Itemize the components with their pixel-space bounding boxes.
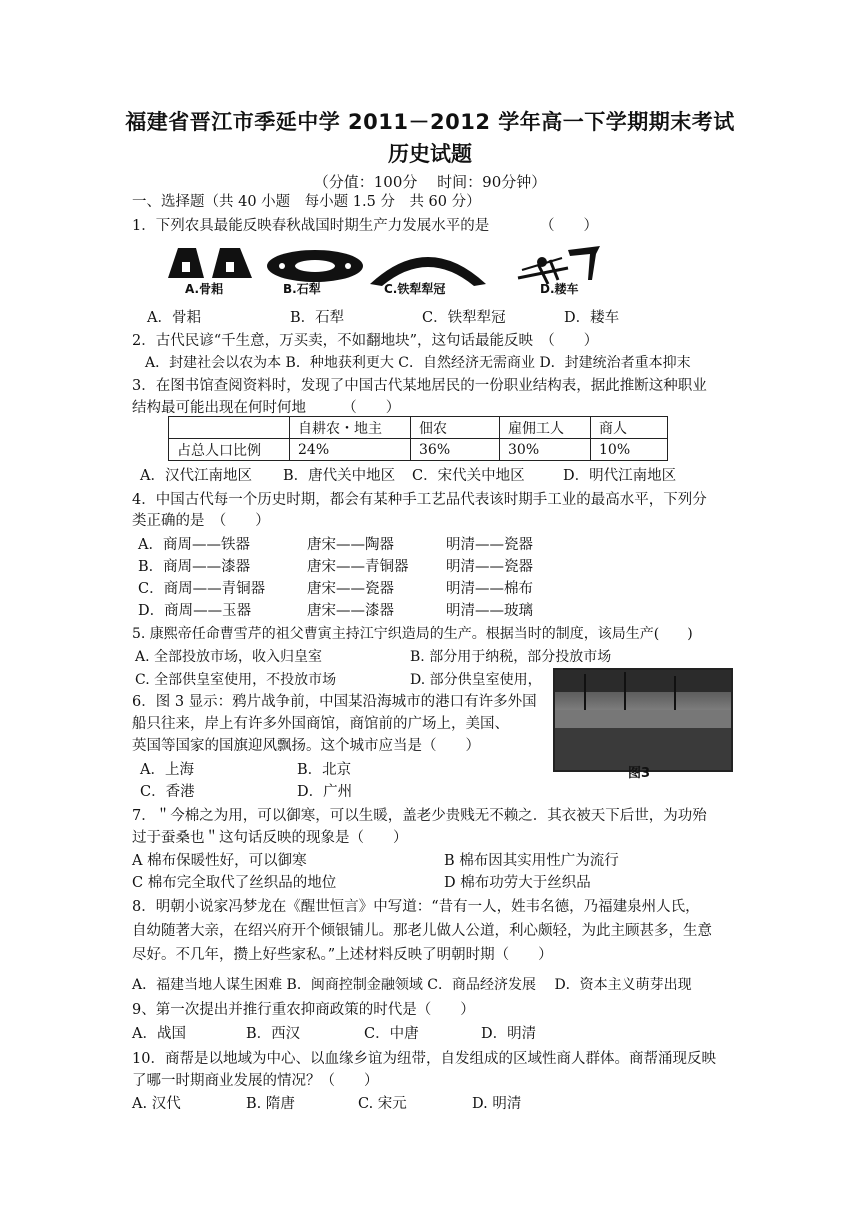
q6-stem-line3: 英国等国家的国旗迎风飘扬。这个城市应当是（ ）	[132, 738, 480, 754]
table-cell	[169, 417, 290, 439]
q5-option-d: D. 部分供皇室使用，	[410, 672, 542, 688]
table-header-row	[169, 417, 668, 439]
q6-option-a: A．上海	[140, 762, 194, 778]
q9-stem: 9、第一次提出并推行重农抑商政策的时代是（ ）	[132, 1002, 475, 1018]
q7-option-b: B 棉布因其实用性广为流行	[444, 853, 619, 869]
q4-option-c-col1: C．商周——青铜器	[138, 581, 266, 597]
q10-option-a: A. 汉代	[132, 1096, 181, 1112]
table-cell: 佃农	[411, 417, 500, 439]
q3-option-a: A．汉代江南地区	[140, 468, 252, 484]
table-cell: 24%	[290, 439, 411, 461]
q4-stem-line1: 4．中国古代每一个历史时期，都会有某种手工艺品代表该时期手工业的最高水平，下列分	[132, 492, 707, 508]
q10-option-b: B. 隋唐	[246, 1096, 295, 1112]
q2-stem: 2．古代民谚“千生意，万买卖，不如翻地块”，这句话最能反映 （ ）	[132, 333, 599, 349]
harbor-figure-image	[553, 668, 733, 772]
figure3-caption: 图3	[628, 766, 651, 781]
q4-option-a-col1: A．商周——铁器	[138, 537, 250, 553]
q10-option-d: D. 明清	[472, 1096, 522, 1112]
table-row	[169, 439, 668, 461]
q3-stem-line1: 3．在图书馆查阅资料时，发现了中国古代某地居民的一份职业结构表，据此推断这种职业	[132, 378, 707, 394]
q1-option-c: C．铁犁犁冠	[422, 310, 506, 326]
q10-stem-line2: 了哪一时期商业发展的情况？（ ）	[132, 1073, 379, 1089]
q3-option-d: D．明代江南地区	[563, 468, 677, 484]
q1-caption-c: C.铁犁犁冠	[384, 282, 446, 296]
q1-stem: 1．下列农具最能反映春秋战国时期生产力发展水平的是 （ ）	[132, 218, 598, 234]
q1-caption-b: B.石犁	[283, 282, 321, 296]
q7-option-d: D 棉布功劳大于丝织品	[444, 875, 591, 891]
q5-stem: 5. 康熙帝任命曹雪芹的祖父曹寅主持江宁织造局的生产。根据当时的制度，该局生产( )	[132, 626, 693, 642]
q6-option-b: B．北京	[297, 762, 352, 778]
q6-stem-line1: 6．图 3 显示：鸦片战争前，中国某沿海城市的港口有许多外国	[132, 694, 537, 710]
exam-title: 福建省晋江市季延中学 2011－2012 学年高一下学期期末考试	[125, 110, 735, 134]
q3-option-b: B．唐代关中地区	[283, 468, 396, 484]
occupation-table	[168, 416, 668, 461]
q4-option-b-col3: 明清——瓷器	[446, 559, 533, 575]
q9-option-a: A．战国	[132, 1026, 186, 1042]
q4-option-b-col1: B．商周——漆器	[138, 559, 251, 575]
q4-stem-line2: 类正确的是 （ ）	[132, 513, 270, 529]
q7-stem-line1: 7．＂今棉之为用，可以御寒，可以生暖，盖老少贵贱无不赖之．其衣被天下后世，为功殆	[132, 808, 707, 824]
q7-option-c: C 棉布完全取代了丝织品的地位	[132, 875, 337, 891]
q3-stem-line2: 结构最可能出现在何时何地 （ ）	[132, 400, 401, 416]
harbor-scene-icon	[555, 670, 731, 770]
q6-option-d: D．广州	[297, 784, 353, 800]
q9-option-b: B．西汉	[246, 1026, 301, 1042]
q5-option-a: A. 全部投放市场，收入归皇室	[135, 649, 323, 665]
q3-option-c: C．宋代关中地区	[412, 468, 525, 484]
q1-caption-d: D.耧车	[540, 282, 579, 296]
table-cell: 36%	[411, 439, 500, 461]
q1-option-a: A．骨耜	[147, 310, 201, 326]
q7-stem-line2: 过于蚕桑也＂这句话反映的现象是（ ）	[132, 830, 408, 846]
score-time-line: （分值：100分 时间：90分钟）	[313, 173, 547, 191]
q6-stem-line2: 船只往来，岸上有许多外国商馆，商馆前的广场上，美国、	[132, 716, 509, 732]
q4-option-a-col2: 唐宋——陶器	[307, 537, 394, 553]
q4-option-c-col2: 唐宋——瓷器	[307, 581, 394, 597]
q5-option-b: B. 部分用于纳税，部分投放市场	[410, 649, 612, 665]
q4-option-b-col2: 唐宋——青铜器	[307, 559, 409, 575]
q8-stem-line2: 自幼随著大亲，在绍兴府开个倾银铺儿。那老儿做人公道，利心颇轻，为此主顾甚多，生意	[132, 923, 712, 939]
table-cell: 雇佣工人	[500, 417, 591, 439]
q10-option-c: C. 宋元	[358, 1096, 407, 1112]
q8-stem-line1: 8．明朝小说家冯梦龙在《醒世恒言》中写道：“昔有一人，姓韦名德，乃福建泉州人氏，	[132, 899, 700, 915]
q4-option-d-col1: D．商周——玉器	[138, 603, 252, 619]
table-cell: 商人	[591, 417, 668, 439]
q6-option-c: C．香港	[140, 784, 195, 800]
q10-stem-line1: 10．商帮是以地域为中心、以血缘乡谊为纽带，自发组成的区域性商人群体。商帮涌现反映	[132, 1051, 716, 1067]
table-cell: 自耕农・地主	[290, 417, 411, 439]
q1-option-b: B．石犁	[290, 310, 345, 326]
q9-option-d: D．明清	[481, 1026, 537, 1042]
q1-caption-a: A.骨耜	[185, 282, 224, 296]
table-cell: 占总人口比例	[169, 439, 290, 461]
q7-option-a: A 棉布保暖性好，可以御寒	[132, 853, 307, 869]
q9-option-c: C．中唐	[364, 1026, 419, 1042]
section-heading: 一、选择题（共 40 小题 每小题 1.5 分 共 60 分）	[132, 194, 481, 210]
q4-option-d-col3: 明清——玻璃	[446, 603, 533, 619]
q4-option-c-col3: 明清——棉布	[446, 581, 533, 597]
q4-option-a-col3: 明清——瓷器	[446, 537, 533, 553]
table-cell: 30%	[500, 439, 591, 461]
q5-option-c: C. 全部供皇室使用，不投放市场	[135, 672, 337, 688]
q4-option-d-col2: 唐宋——漆器	[307, 603, 394, 619]
q8-options: A．福建当地人谋生困难 B．闽商控制金融领域 C．商品经济发展 D．资本主义萌芽出现	[132, 977, 692, 993]
q1-option-d: D．耧车	[564, 310, 620, 326]
exam-subtitle: 历史试题	[388, 142, 472, 166]
q8-stem-line3: 尽好。不几年，攒上好些家私。”上述材料反映了明朝时期（ ）	[132, 947, 553, 963]
q2-options: A．封建社会以农为本 B．种地获利更大 C．自然经济无需商业 D．封建统治者重本抑末	[145, 355, 691, 371]
table-cell: 10%	[591, 439, 668, 461]
